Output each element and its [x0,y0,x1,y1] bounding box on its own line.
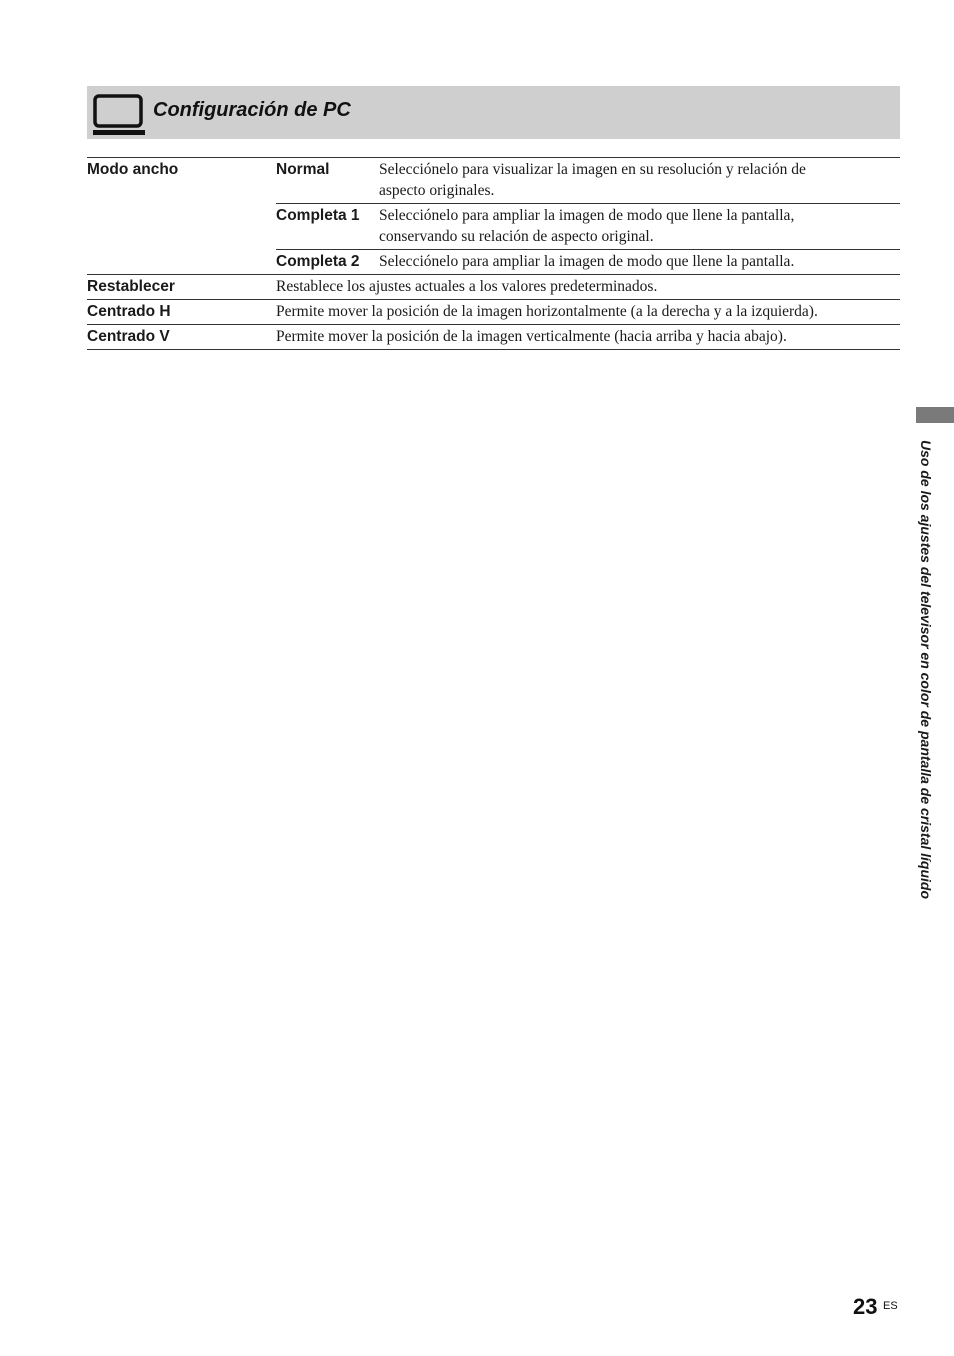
option-name: Completa 1 [276,207,360,224]
description-line: Selecciónelo para ampliar la imagen de modo que llene la pantalla, [379,207,795,224]
setting-description: Restablece los ajustes actuales a los valores predeterminados. [276,278,658,295]
description-line: aspecto originales. [379,182,495,199]
side-chapter-title: Uso de los ajustes del televisor en color de pantalla de cristal líquido [918,440,934,900]
description-line: conservando su relación de aspecto original. [379,228,654,245]
option-description [379,158,900,203]
description-line: Selecciónelo para ampliar la imagen de modo que llene la pantalla. [379,253,795,270]
section-header [87,86,900,139]
option-row-completa-2 [276,249,900,274]
setting-name: Centrado V [87,328,170,345]
setting-description: Permite mover la posición de la imagen horizontalmente (a la derecha y a la izquierda). [276,303,818,320]
option-description [379,204,900,249]
table-row-centrado-v [87,324,900,350]
option-row-normal [276,158,900,203]
section-tab-marker [916,407,954,423]
table-row-centrado-h [87,299,900,324]
setting-options [276,158,900,274]
section-title: Configuración de PC [153,99,351,121]
setting-name: Modo ancho [87,161,179,178]
setting-name: Restablecer [87,278,175,295]
option-name: Completa 2 [276,253,360,270]
option-name: Normal [276,161,330,178]
settings-table [87,157,900,350]
table-row-restablecer [87,274,900,299]
option-description [379,250,900,274]
setting-description: Permite mover la posición de la imagen verticalmente (hacia arriba y hacia abajo). [276,328,787,345]
option-row-completa-1 [276,203,900,249]
description-line: Selecciónelo para visualizar la imagen en su resolución y relación de [379,161,806,178]
setting-name: Centrado H [87,303,171,320]
page-language-code: ES [883,1300,898,1312]
page-number: 23 [853,1294,878,1319]
monitor-icon [93,94,145,136]
table-row-modo-ancho [87,157,900,274]
